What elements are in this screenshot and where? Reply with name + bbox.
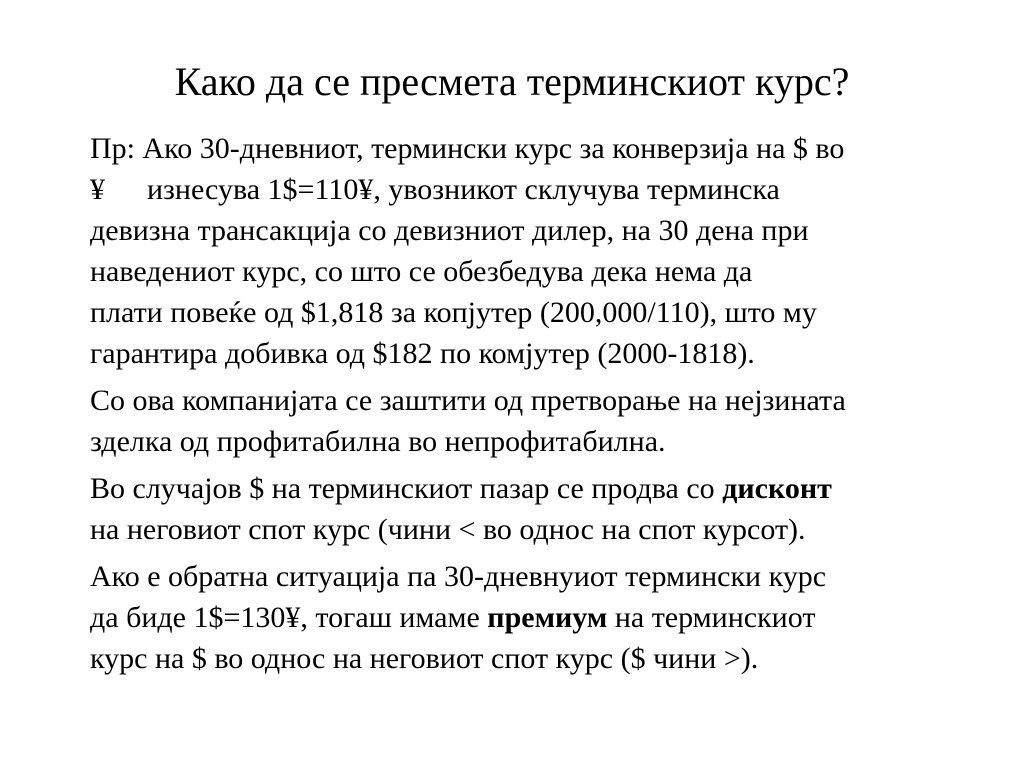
paragraph-line: Со ова компанијата се заштити од претворање на нејзината <box>90 384 846 417</box>
paragraph-line: плати повеќе од $1,818 за копјутер (200,000/110), што му <box>90 296 817 329</box>
yen-symbol: ¥ <box>90 173 105 206</box>
paragraph-discount <box>90 468 970 550</box>
paragraph-line-text: да биде 1$=130¥, тогаш имаме <box>90 601 488 634</box>
paragraph-line-text: изнесува 1$=110¥, увозникот склучува терминска <box>147 173 780 206</box>
paragraph-line: наведениот курс, со што се обезбедува дека нема да <box>90 255 753 288</box>
paragraph-line: гарантира добивка од $182 по комјутер (2000-1818). <box>90 337 755 370</box>
paragraph-line: Пр: Ако 30-дневниот, термински курс за конверзија на $ во <box>90 132 845 165</box>
paragraph-hedging <box>90 380 970 462</box>
paragraph-line: зделка од профитабилна во непрофитабилна. <box>90 425 666 458</box>
paragraph-line <box>90 597 970 638</box>
paragraph-line: на неговиот спот курс (чини < во однос на спот курсот). <box>90 513 806 546</box>
paragraph-line: курс на $ во однос на неговиот спот курс ($ чини >). <box>90 642 759 675</box>
bold-term-premium: премиум <box>487 601 608 634</box>
paragraph-line <box>90 468 970 509</box>
paragraph-line-text: Во случајов $ на терминскиот пазар се продва со <box>90 472 723 505</box>
paragraph-line <box>90 169 970 210</box>
paragraph-line: Ако е обратна ситуација па 30-дневнуиот термински курс <box>90 560 827 593</box>
slide-title: Како да се пресмета терминскиот курс? <box>174 59 850 104</box>
bold-term-discount: дисконт <box>722 472 832 505</box>
paragraph-example <box>90 128 970 374</box>
paragraph-premium <box>90 556 970 679</box>
slide-body <box>90 128 970 685</box>
paragraph-line-text: на терминскиот <box>607 601 816 634</box>
paragraph-line: девизна трансакција со девизниот дилер, на 30 дена при <box>90 214 809 247</box>
